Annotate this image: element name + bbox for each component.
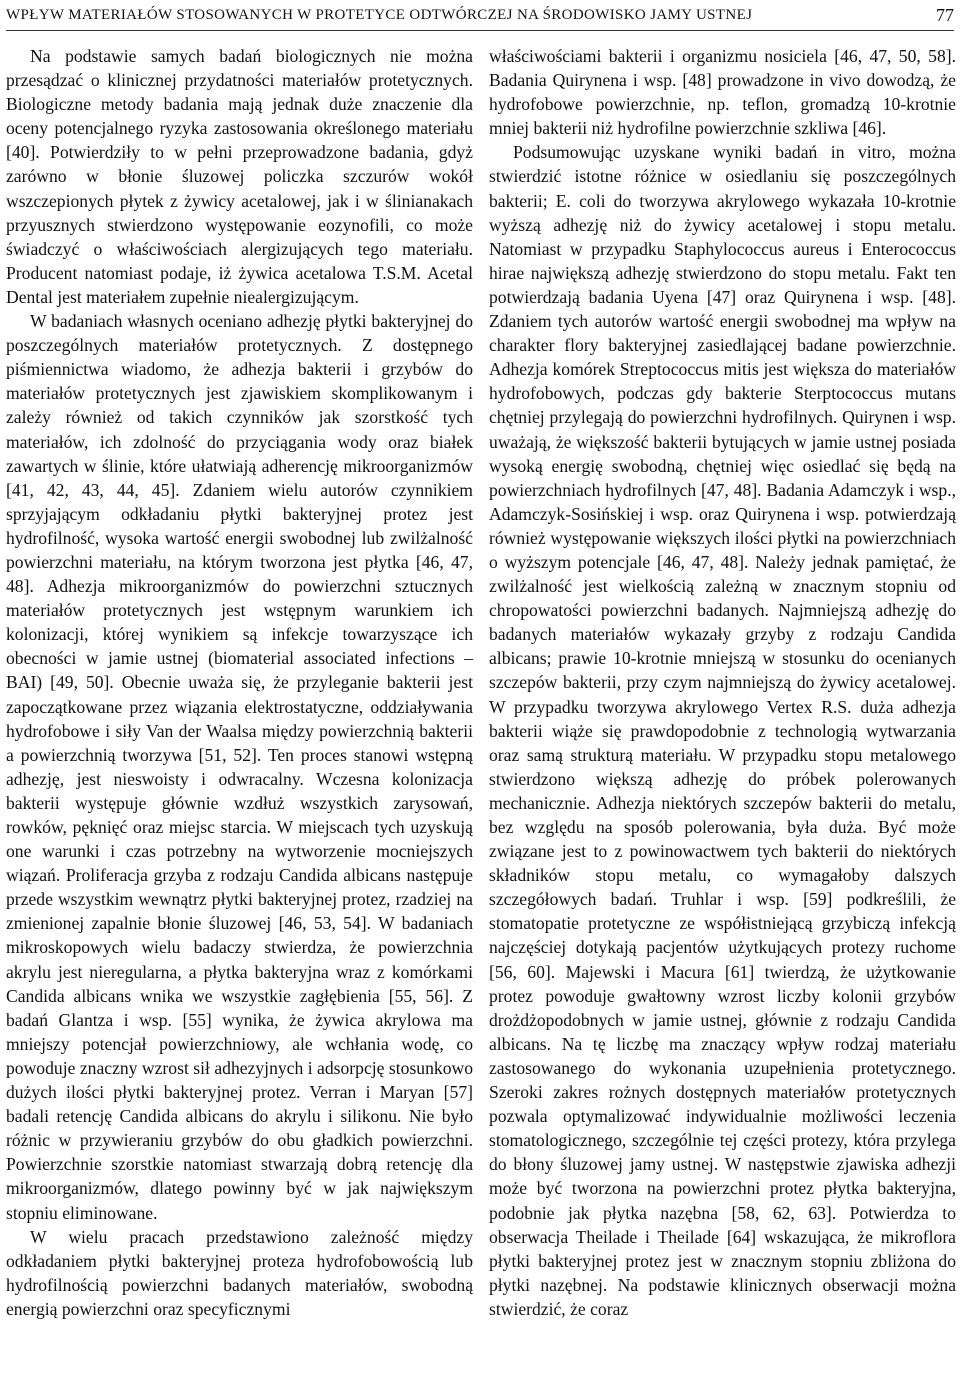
paragraph: W wielu pracach przedstawiono zależność między odkładaniem płytki bakteryjnej proteza hydrofobowością lub hydrofilnością powierzchni badanych materiałów, swobodną energią powierzchni oraz specyficznymi [6,1226,473,1319]
page-header [6,4,954,31]
running-title: WPŁYW MATERIAŁÓW STOSOWANYCH W PROTETYCE ODTWÓRCZEJ NA ŚRODOWISKO JAMY USTNEJ [6,7,753,23]
right-text-column [489,44,956,1321]
paragraph-continuation: właściwościami bakterii i organizmu nosiciela [46, 47, 50, 58]. Badania Quirynena i wsp. [48] prowadzone in vivo dowodzą, że hydrofobowe powierzchnie, np. teflon, gromadzą 10-krotnie mniej bakterii niż hydrofilne powierzchnie szkliwa [46]. [489,46,956,139]
paragraph: Podsumowując uzyskane wyniki badań in vitro, można stwierdzić istotne różnice w osiedlaniu się poszczególnych bakterii; E. coli do tworzywa akrylowego wykazała 10-krotnie wyższą adhezję niż do żywicy acetalowej i stopu metalu. Natomiast w przypadku Staphylococcus aureus i Enterococcus hirae największą adhezję stwierdzono do stopu metalu. Fakt ten potwierdzają badania Uyena [47] oraz Quirynena i wsp. [48]. Zdaniem tych autorów wartość energii swobodnej ma wpływ na charakter flory bakteryjnej zasiedlającej badane powierzchnie. Adhezja komórek Streptococcus mitis jest większa do materiałów hydrofobowych, podczas gdy bakterie Sterptococcus mutans chętniej przylegają do powierzchni hydrofilnych. Quirynen i wsp. uważają, że większość bakterii bytujących w jamie ustnej posiada wysoką energię swobodną, chętniej więc osiedlać się będą na powierzchniach hydrofilnych [47, 48]. Badania Adamczyk i wsp., Adamczyk-Sosińskiej i wsp. oraz Quirynena i wsp. potwierdzają również występowanie większych ilości płytki na powierzchniach o wyższym potencjale [46, 47, 48]. Należy jednak pamiętać, że zwilżalność jest wielkością zależną w znacznym stopniu od chropowatości powierzchni badanych. Najmniejszą adhezję do badanych materiałów wykazały grzyby z rodzaju Candida albicans; prawie 10-krotnie mniejszą w stosunku do ocenianych szczepów bakterii, przy czym najmniejszą do żywicy acetalowej. W przypadku tworzywa akrylowego Vertex R.S. duża adhezja bakterii wiąże się prawdopodobnie z technologią wytwarzania oraz samą strukturą materiału. W przypadku stopu metalowego stwierdzono większą adhezję do próbek polerowanych mechanicznie. Adhezja niektórych szczepów bakterii do metalu, bez względu na sposób polerowania, była duża. Być może związane jest to z powinowactwem tych bakterii do niektórych składników stopu metalu, co wymagałoby dalszych szczegółowych badań. Truhlar i wsp. [59] podkreślili, że stomatopatie protetyczne ze współistniejącą grzybiczą infekcją najczęściej dotykają pacjentów użytkujących protezy ruchome [56, 60]. Majewski i Macura [61] twierdzą, że użytkowanie protez powoduje gwałtowny wzrost liczby kolonii grzybów drożdżopodobnych w jamie ustnej, głównie z rodzaju Candida albicans. Na tę liczbę ma znaczący wpływ rodzaj materiału zastosowanego do wykonania uzupełnienia protetycznego. Szeroki zakres rożnych dostępnych materiałów protetycznych pozwala optymalizować indywidualnie możliwości leczenia stomatologicznego, szczególnie tej części protezy, która przylega do błony śluzowej jamy ustnej. W następstwie zjawiska adhezji może być tworzona na powierzchni protez płytka bakteryjna, podobnie jak płytka nazębna [58, 62, 63]. Potwierdza to obserwacja Theilade i Theilade [64] wskazująca, że mikroflora płytki bakteryjnej protez jest w znacznym stopniu zbliżona do płytki nazębnej. Na podstawie klinicznych obserwacji można stwierdzić, że coraz [489,142,956,1319]
paragraph: W badaniach własnych oceniano adhezję płytki bakteryjnej do poszczególnych materiałów protetycznych. Z dostępnego piśmiennictwa wiadomo, że adhezja bakterii i grzybów do materiałów protetycznych jest zjawiskiem skomplikowanym i zależy również od takich czynników jak szorstkość tych materiałów, ich zdolność do przyciągania wody oraz białek zawartych w ślinie, które ułatwiają adherencję mikroorganizmów [41, 42, 43, 44, 45]. Zdaniem wielu autorów czynnikiem sprzyjającym odkładaniu płytki bakteryjnej protez jest hydrofilność, wysoka wartość energii swobodnej lub zwilżalność powierzchni materiału, na którym tworzona jest płytka [46, 47, 48]. Adhezja mikroorganizmów do powierzchni sztucznych materiałów protetycznych jest wstępnym warunkiem ich kolonizacji, której wynikiem są infekcje towarzyszące ich obecności w jamie ustnej (biomaterial associated infections – BAI) [49, 50]. Obecnie uważa się, że przyleganie bakterii jest zapoczątkowane przez wiązania elektrostatyczne, oddziaływania hydrofobowe i siły Van der Waalsa między powierzchnią bakterii a powierzchnią tworzywa [51, 52]. Ten proces stanowi wstępną adhezję, jest nieswoisty i odwracalny. Wczesna kolonizacja bakterii występuje głównie wzdłuż wszystkich zarysowań, rowków, pęknięć oraz miejsc starcia. W miejscach tych uzyskują one warunki i czas potrzebny na wytworzenie mocniejszych wiązań. Proliferacja grzyba z rodzaju Candida albicans następuje przede wszystkim wewnątrz płytki bakteryjnej protez, rzadziej na zmienionej zapalnie błonie śluzowej [46, 53, 54]. W badaniach mikroskopowych wielu badaczy stwierdza, że powierzchnia akrylu jest nieregularna, a płytka bakteryjna wraz z komórkami Candida albicans wnika we wszystkie zagłębienia [55, 56]. Z badań Glantza i wsp. [55] wynika, że żywica akrylowa ma mniejszy potencjał powierzchniowy, ale wchłania wodę, co powoduje znaczny wzrost sił adhezyjnych i adsorpcję stosunkowo dużych ilości płytki bakteryjnej protez. Verran i Maryan [57] badali retencję Candida albicans do akrylu i silikonu. Nie było różnic w przywieraniu grzybów do obu gładkich powierzchni. Powierzchnie szorstkie natomiast stwarzają dobrą retencję dla mikroorganizmów, dlatego powinny być w jak największym stopniu eliminowane. [6,311,473,1223]
page-number: 77 [936,5,954,25]
left-text-column [6,44,473,1321]
paragraph: Na podstawie samych badań biologicznych nie można przesądzać o klinicznej przydatności materiałów protetycznych. Biologiczne metody badania mają jednak duże znaczenie dla oceny potencjalnego ryzyka zastosowania określonego materiału [40]. Potwierdziły to w pełni przeprowadzone badania, gdyż zarówno w błonie śluzowej policzka szczurów wokół wszczepionych płytek z żywicy acetalowej, jak i w ślinianakach przyusznych stwierdzono występowanie eozynofili, co może świadczyć o właściwościach alergizujących tego materiału. Producent natomiast podaje, iż żywica acetalowa T.S.M. Acetal Dental jest materiałem zupełnie niealergizującym. [6,46,473,307]
